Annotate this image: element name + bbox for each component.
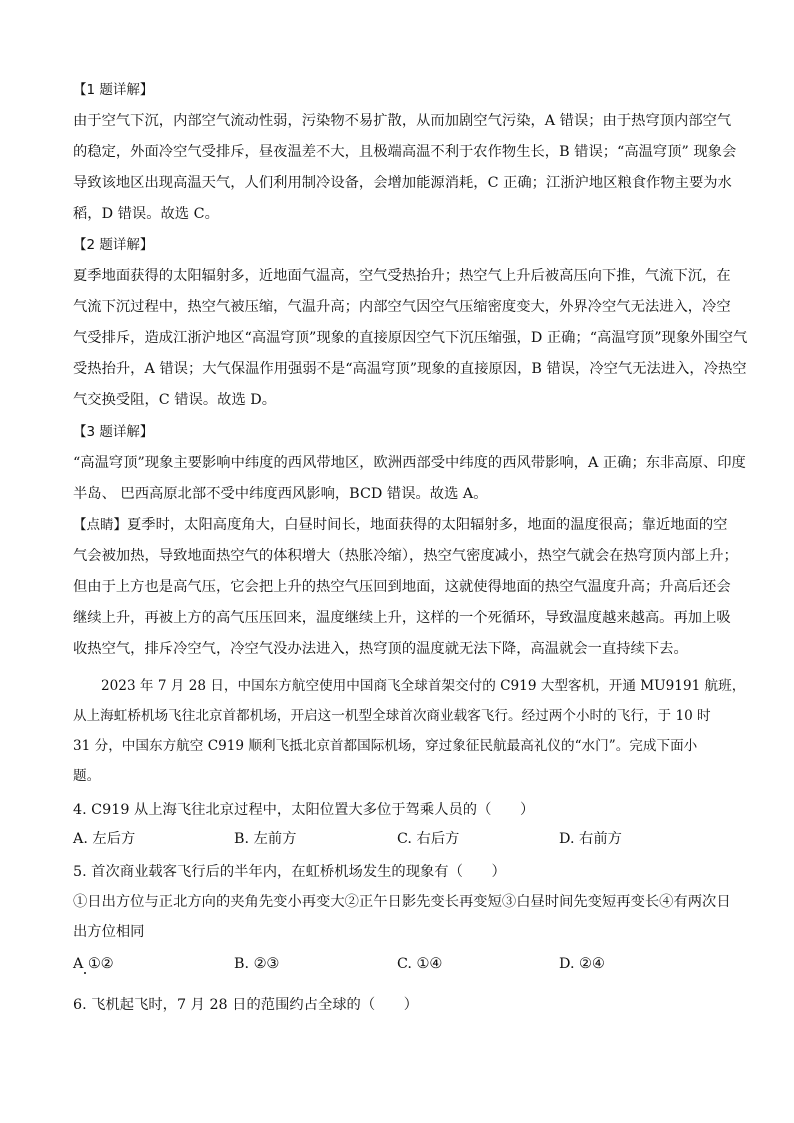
q4-option-a: A. 左后方 xyxy=(73,831,136,847)
q4-option-c: C. 右后方 xyxy=(397,831,460,847)
tip-text: 夏季时，太阳高度角大，白昼时间长，地面获得的太阳辐射多，地面的温度很高；靠近地面的空 xyxy=(127,517,728,533)
section-2-heading: 【2 题详解】 xyxy=(73,237,154,253)
question-5-stem: 5. 首次商业载客飞行后的半年内，在虹桥机场发生的现象有（ ） xyxy=(73,864,506,880)
section-1-line: 由于空气下沉，内部空气流动性弱，污染物不易扩散，从而加剧空气污染，A 错误；由于热穹顶内部空气 xyxy=(73,113,732,129)
passage-line: 2023 年 7 月 28 日，中国东方航空使用中国商飞全球首架交付的 C919 大型客机，开通 MU9191 航班， xyxy=(101,678,746,694)
q4-option-b: B. 左前方 xyxy=(234,831,297,847)
section-1-heading: 【1 题详解】 xyxy=(73,82,154,98)
tip-line: 收热空气，排斥冷空气，冷空气没办法进入，热穹顶的温度就无法下降，高温就会一直持续下去。 xyxy=(73,641,688,657)
section-3-line: 半岛、 巴西高原北部不受中纬度西风影响，BCD 错误。故选 A。 xyxy=(73,486,488,502)
q5-option-d: D. ②④ xyxy=(559,956,605,972)
tip-line xyxy=(73,515,728,535)
stray-dot xyxy=(84,972,86,974)
question-4-stem: 4. C919 从上海飞往北京过程中，太阳位置大多位于驾乘人员的（ ） xyxy=(73,802,535,818)
q5-option-c: C. ①④ xyxy=(397,956,443,972)
q5-option-a: A ①② xyxy=(73,956,114,972)
section-2-line: 气流下沉过程中，热空气被压缩，气温升高；内部空气因空气压缩密度变大，外界冷空气无法进入，冷空 xyxy=(73,299,731,315)
passage-line: 31 分，中国东方航空 C919 顺利飞抵北京首都国际机场，穿过象征民航最高礼仪的“水门”。完成下面小 xyxy=(73,738,698,754)
section-1-line: 稻，D 错误。故选 C。 xyxy=(73,206,219,222)
question-5-body: ①日出方位与正北方向的夹角先变小再变大②正午日影先变长再变短③白昼时间先变短再变长④有两次日 xyxy=(73,894,731,910)
tip-line: 气会被加热，导致地面热空气的体积增大（热胀冷缩），热空气密度减小，热空气就会在热穹顶内部上升； xyxy=(73,548,738,564)
passage-line: 从上海虹桥机场飞往北京首都机场，开启这一机型全球首次商业载客飞行。经过两个小时的飞行，于 10 时 xyxy=(73,708,711,724)
section-2-line: 受热抬升，A 错误；大气保温作用强弱不是“高温穹顶”现象的直接原因，B 错误，冷空气无法进入，冷热空 xyxy=(73,361,747,377)
section-1-line: 导致该地区出现高温天气，人们利用制冷设备，会增加能源消耗，C 正确；江浙沪地区粮食作物主要为水 xyxy=(73,175,732,191)
section-2-line: 气交换受阻，C 错误。故选 D。 xyxy=(73,392,277,408)
section-2-line: 气受排斥，造成江浙沪地区“高温穹顶”现象的直接原因空气下沉压缩强，D 正确；“高温穹顶”现象外围空气 xyxy=(73,330,748,346)
passage-line: 题。 xyxy=(73,768,101,784)
q4-option-d: D. 右前方 xyxy=(559,831,622,847)
section-3-heading: 【3 题详解】 xyxy=(73,424,154,440)
tip-label: 【点睛】 xyxy=(73,517,127,533)
q5-option-b: B. ②③ xyxy=(234,956,280,972)
section-3-line: “高温穹顶”现象主要影响中纬度的西风带地区，欧洲西部受中纬度的西风带影响，A 正确；东非高原、印度 xyxy=(73,455,746,471)
section-2-line: 夏季地面获得的太阳辐射多，近地面气温高，空气受热抬升；热空气上升后被高压向下推，气流下沉，在 xyxy=(73,268,731,284)
tip-line: 继续上升，再被上方的高气压压回来，温度继续上升，这样的一个死循环，导致温度越来越高。再加上吸 xyxy=(73,610,731,626)
tip-line: 但由于上方也是高气压，它会把上升的热空气压回到地面，这就使得地面的热空气温度升高；升高后还会 xyxy=(73,579,731,595)
section-1-line: 的稳定，外面冷空气受排斥，昼夜温差不大，且极端高温不利于农作物生长，B 错误；“高温穹顶” 现象会 xyxy=(73,144,737,160)
question-6-stem: 6. 飞机起飞时，7 月 28 日的范围约占全球的（ ） xyxy=(73,997,419,1013)
question-5-body: 出方位相同 xyxy=(73,924,145,940)
